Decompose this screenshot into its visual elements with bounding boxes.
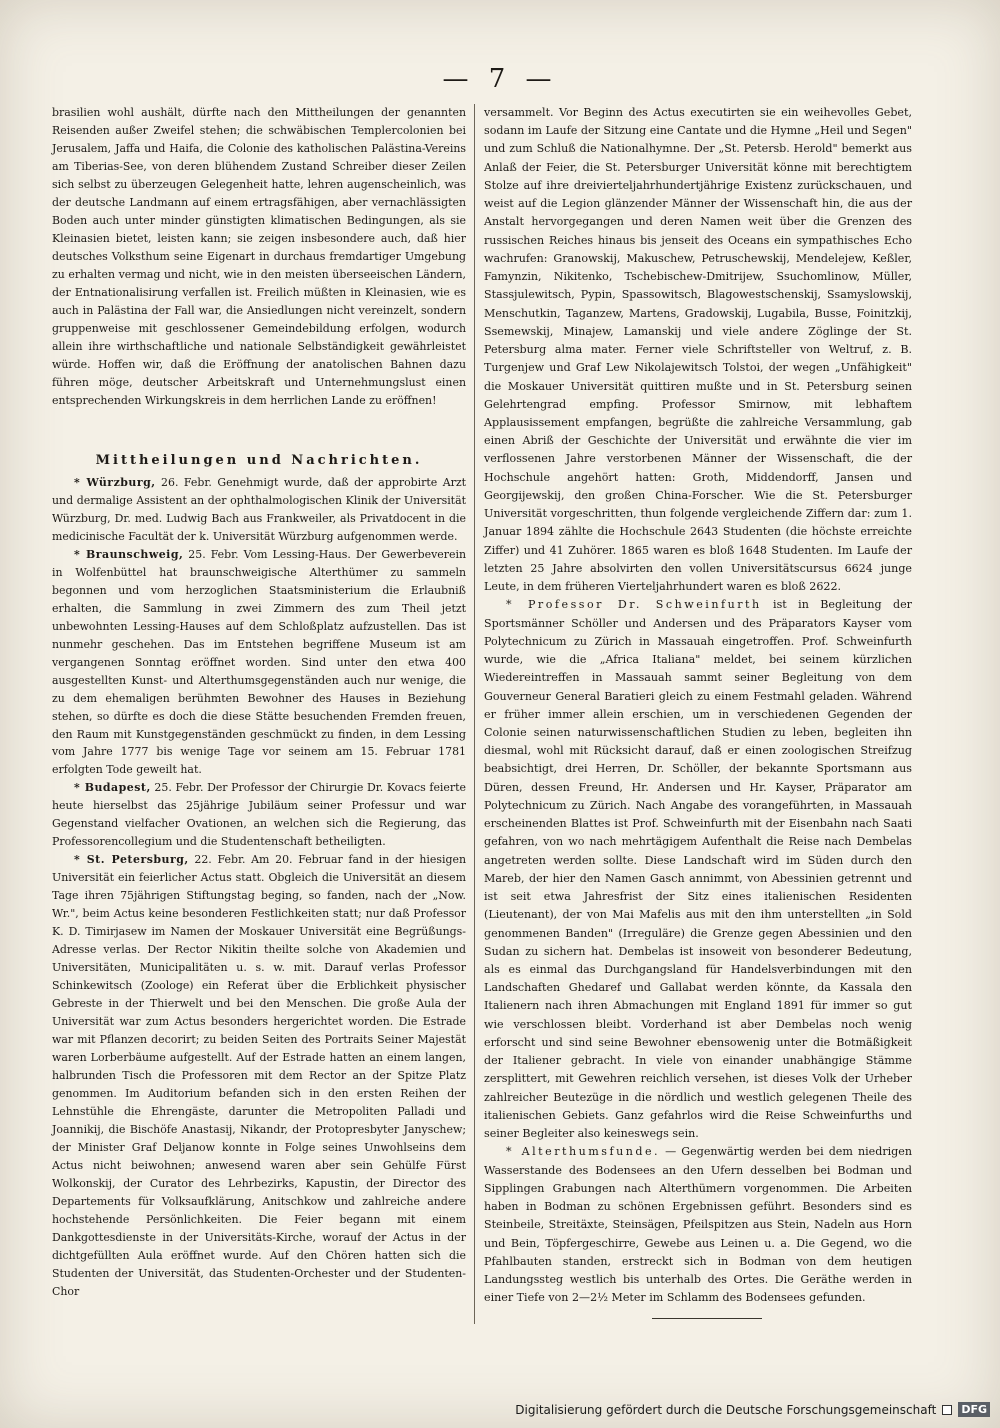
section-heading: Mittheilungen und Nachrichten.	[95, 452, 423, 468]
news-wuerzburg	[52, 474, 466, 546]
news-body: — Gegenwärtig werden bei dem niedrigen Wasserstande des Bodensees an den Ufern desselben bei Bodman und Sipplingen Grabungen nach Alterthümern vorgenommen. Die Arbeiten haben in Bodman zu schönen Ergebnissen geführt. Besonders sind es Steinbeile, Streitäxte, Steinsägen, Pfeilspitzen aus Stein, Nadeln aus Horn und Bein, Töpfergeschirre, Gewebe aus Leinen u. a. Die Gegend, wo die Pfahlbauten standen, erstreckt sich in Bodman von dem heutigen Landungssteg westlich bis unterhalb des Ortes. Die Geräthe werden in einer Tiefe von 2—2½ Meter im Schlamm des Bodensees gefunden.	[484, 1145, 912, 1305]
footer	[515, 1402, 990, 1417]
news-alterthumsfunde	[484, 1143, 912, 1307]
news-st-petersburg	[52, 851, 466, 1301]
news-place: * Würzburg,	[74, 475, 156, 489]
section-gap	[52, 410, 466, 446]
news-place: * Alterthumsfunde.	[506, 1145, 661, 1159]
news-schweinfurth	[484, 596, 912, 1143]
news-body: 22. Febr. Am 20. Februar fand in der hiesigen Universität ein feierlicher Actus statt. Obgleich die Universität an diesem Tage ihren 75jährigen Stiftungstag beging, so fanden, nach der „Now. Wr.", beim Actus keine besonderen Festlichkeiten statt; nur daß Professor K. D. Timirjasew im Namen der Moskauer Universität eine Begrüßungs-Adresse verlas. Der Rector Nikitin theilte solche von Akademien und Universitäten, Municipalitäten u. s. w. mit. Darauf verlas Professor Schinkewitsch (Zoologe) ein Referat über die Erblichkeit physischer Gebreste in der Thierwelt und bei den Menschen. Die große Aula der Universität war zum Actus besonders hergerichtet worden. Die Estrade war mit Pflanzen decorirt; zu beiden Seiten des Portraits Seiner Majestät waren Lorberbäume aufgestellt. Auf der Estrade hatten an einem langen, halbrunden Tisch die Professoren mit dem Rector an der Spitze Platz genommen. Im Auditorium befanden sich in den ersten Reihen der Lehnstühle die Ehrengäste, darunter die Metropoliten Palladi und Joannikij, die Bischöfe Anastasij, Nikandr, der Protopresbyter Janyschew; der Minister Graf Deljanow konnte in Folge seines Unwohlseins dem Actus nicht beiwohnen; anwesend waren aber sein Gehülfe Fürst Wolkonskij, der Curator des Lehrbezirks, Kapustin, der Director des Departements für Volksaufklärung, Anitschkow und zahlreiche andere hochstehende Persönlichkeiten. Die Feier begann mit einem Dankgottesdienste in der Universitäts-Kirche, worauf der Actus in der dichtgefüllten Aula eröffnet wurde. Auf den Chören hatten sich die Studenten der Universität, das Studenten-Orchester und der Studenten-Chor	[52, 853, 467, 1299]
end-rule	[652, 1318, 762, 1319]
left-column	[52, 104, 466, 1301]
dfg-badge: DFG	[958, 1402, 990, 1417]
news-place: * Braunschweig,	[74, 547, 184, 561]
footer-text: Digitalisierung gefördert durch die Deutsche Forschungsgemeinschaft	[515, 1402, 937, 1417]
news-body: 25. Febr. Der Professor der Chirurgie Dr. Kovacs feierte heute hierselbst das 25jährige Jubiläum seiner Professur und war Gegenstand vielfacher Ovationen, an welchen sich die Regierung, das Professorencollegium und die Studentenschaft betheiligten.	[52, 781, 467, 849]
news-body: 26. Febr. Genehmigt wurde, daß der approbirte Arzt und dermalige Assistent an der ophthalmologischen Klinik der Universität Würzburg, Dr. med. Ludwig Bach aus Frankweiler, als Privatdocent in die medicinische Facultät der k. Universität Würzburg aufgenommen werde.	[52, 475, 466, 543]
news-budapest	[52, 779, 466, 851]
news-place: * Budapest,	[74, 781, 151, 795]
dfg-logo-icon	[942, 1405, 952, 1415]
news-place: * Professor Dr. Schweinfurth	[506, 598, 762, 612]
news-place: * St. Petersburg,	[74, 853, 189, 867]
continued-paragraph: versammelt. Vor Beginn des Actus executirten sie ein weihevolles Gebet, sodann im Laufe der Sitzung eine Cantate und die Hymne „Heil und Segen" und zum Schluß die Nationalhymne. Der „St. Petersb. Herold" bemerkt aus Anlaß der Feier, die St. Petersburger Universität könne mit berechtigtem Stolze auf ihre dreivierteljahrhundertjährige Existenz zurückschauen, und weist auf die Legion glänzender Männer der Wissenschaft hin, die aus der Anstalt hervorgegangen und deren Namen weit über die Grenzen des russischen Reiches hinaus bis jenseit des Oceans ein sympathisches Echo wachrufen: Granowskij, Makuschew, Petruschewskij, Mendelejew, Keßler, Famynzin, Nikitenko, Tschebischew-Dmitrijew, Ssuchomlinow, Müller, Stassjulewitsch, Pypin, Spassowitsch, Blagowestschenskij, Ssamyslowskij, Menschutkin, Taganzew, Martens, Gradowskij, Lugabila, Busse, Foinitzkij, Ssemewskij, Minajew, Lamanskij und viele andere Zöglinge der St. Petersburg alma mater. Ferner viele Schriftsteller von Weltruf, z. B. Turgenjew und Graf Lew Nikolajewitsch Tolstoi, der wegen „Unfähigkeit" die Moskauer Universität quittiren mußte und in St. Petersburg seinen Gelehrtengrad empfing. Professor Smirnow, mit lebhaftem Applausissement empfangen, begrüßte die zahlreiche Versammlung, gab einen Abriß der Geschichte der Universität und erwähnte die vier im verflossenen Jahre verstorbenen Männer der Wissenschaft, die der Hochschule angehört hatten: Groth, Middendorff, Jansen und Georgijewskij, den großen China-Forscher. Wie die St. Petersburger Universität vorgeschritten, thun folgende vergleichende Ziffern dar: zum 1. Januar 1894 zählte die Hochschule 2643 Studenten (die höchste erreichte Ziffer) und 41 Zuhörer. 1865 waren es bloß 1648 Studenten. Im Laufe der letzten 25 Jahre absolvirten den vollen Universitätscursus 6624 junge Leute, in dem früheren Vierteljahrhundert waren es bloß 2622.	[484, 106, 912, 594]
news-body: ist in Begleitung der Sportsmänner Schöller und Andersen und des Präparators Kayser vom Polytechnicum zu Zürich in Massauah eingetroffen. Prof. Schweinfurth wurde, wie die „Africa Italiana" meldet, bei seinem kürzlichen Wiedereintreffen in Massauah sammt seiner Begleitung von dem Gouverneur General Baratieri gleich zu einem Festmahl geladen. Während er früher immer allein erschien, um in verschiedenen Gegenden der Colonie seinen naturwissenschaftlichen Studien zu leben, begleiten ihn diesmal, wohl mit Rücksicht darauf, daß er einen zoologischen Streifzug beabsichtigt, drei Herren, Dr. Schöller, der bekannte Sportsmann aus Düren, dessen Freund, Hr. Andersen und Hr. Kayser, Präparator am Polytechnicum zu Zürich. Nach Angabe des vorangeführten, in Massauah erscheinenden Blattes ist Prof. Schweinfurth mit der Eisenbahn nach Saati gefahren, von wo nach mehrtägigem Aufenthalt die Reise nach Dembelas angetreten werden sollte. Diese Landschaft wird im Süden durch den Mareb, der hier den Namen Gasch annimmt, von Abessinien getrennt und ist seit etwa Jahresfrist der Sitz eines italienischen Residenten (Lieutenant), der von Mai Mafelis aus mit den ihm unterstellten „in Sold genommenen Banden" (Irreguläre) die Grenze gegen Abessinien und den Sudan zu sichern hat. Dembelas ist insoweit von besonderer Bedeutung, als es einmal das Durchgangsland für Handelsverbindungen mit den Landschaften Ghedaref und Gallabat werden könnte, da Kassala den Italienern nach ihren Abmachungen mit England 1891 für immer so gut wie verschlossen bleibt. Vorderhand ist aber Dembelas noch wenig erforscht und sind seine Bewohner ebensowenig unter die Botmäßigkeit der Italiener gebracht. In viele von einander unabhängige Stämme zersplittert, mit Gewehren reichlich versehen, ist dieses Volk der Urheber zahlreicher Beutezüge in die nördlich und westlich gelegenen Theile des italienischen Gebiets. Ganz gefahrlos wird die Reise Schweinfurths und seiner Begleiter also keineswegs sein.	[484, 598, 912, 1141]
page-number: — 7 —	[442, 64, 558, 94]
column-divider	[474, 104, 475, 1324]
intro-paragraph: brasilien wohl aushält, dürfte nach den Mittheilungen der genannten Reisenden außer Zweifel stehen; die schwäbischen Templercolonien bei Jerusalem, Jaffa und Haifa, die Colonie des katholischen Palästina-Vereins am Tiberias-See, von deren blühendem Zustand Schreiber dieser Zeilen sich selbst zu überzeugen Gelegenheit hatte, lehren augenscheinlich, was der deutsche Landmann auf einem ertragsfähigen, aber vernachlässigten Boden auch unter minder günstigten klimatischen Bedingungen, als sie Kleinasien bietet, leisten kann; sie zeigen insbesondere auch, daß hier deutsches Volksthum seine Eigenart in durchaus fremdartiger Umgebung zu erhalten vermag und nicht, wie in den meisten überseeischen Ländern, der Entnationalisirung verfallen ist. Freilich müßten in Kleinasien, wie es auch in Palästina der Fall war, die Ansiedlungen nicht vereinzelt, sondern gruppenweise mit geschlossener Gemeindebildung erfolgen, wodurch allein ihre wirthschaftliche und nationale Selbständigkeit gewährleistet würde. Hoffen wir, daß die Eröffnung der anatolischen Bahnen dazu führen möge, deutscher Arbeitskraft und Unternehmungslust einen entsprechenden Wirkungskreis in dem herrlichen Lande zu eröffnen!	[52, 106, 466, 407]
news-braunschweig	[52, 546, 466, 780]
right-column	[484, 104, 912, 1307]
news-body: 25. Febr. Vom Lessing-Haus. Der Gewerbeverein in Wolfenbüttel hat braunschweigische Alterthümer zu sammeln begonnen und vom herzoglichen Staatsministerium die Erlaubniß erhalten, die Sammlung in zwei Zimmern des zum Theil jetzt unbewohnten Lessing-Hauses auf dem Schloßplatz aufzustellen. Das ist nunmehr geschehen. Das im Entstehen begriffene Museum ist am vergangenen Sonntag eröffnet worden. Sind unter den etwa 400 ausgestellten Kunst- und Alterthumsgegenständen auch nur wenige, die zu dem ehemaligen berühmten Bewohner des Hauses in Beziehung stehen, so dürfte es doch die diese Stätte besuchenden Fremden freuen, den Raum mit Kunstgegenständen geschmückt zu finden, in dem Lessing vom Jahre 1777 bis wenige Tage vor seinem am 15. Februar 1781 erfolgten Tode geweilt hat.	[52, 547, 466, 777]
